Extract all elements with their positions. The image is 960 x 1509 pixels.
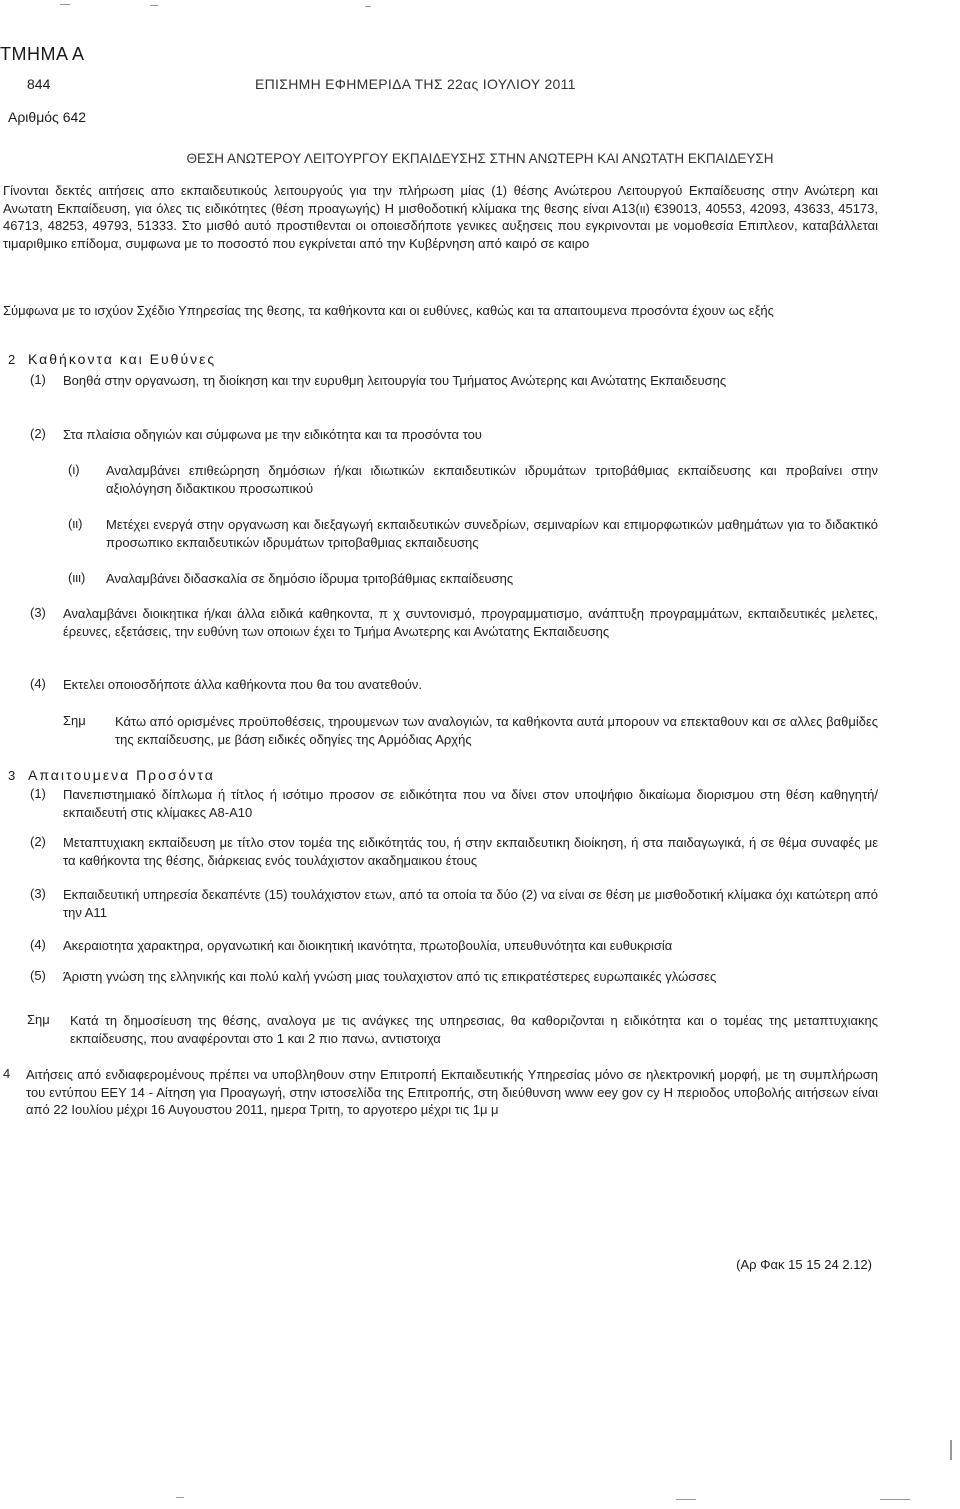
scheme-intro-paragraph xyxy=(3,302,878,320)
intro-text: Γίνονται δεκτές αιτήσεις απο εκπαιδευτικούς λειτουργούς για την πλήρωση μίας (1) θέσης Ανώτερου Λειτουργού Εκπαίδευσης στην Ανώτερη και Ανωτατη Εκπαίδευση, για όλες τις ειδικότητες (θέση προαγωγής) Η μισθοδοτική κλίμακα της θεσης είναι Α13(ιι) €39013, 40553, 42093, 43633, 45173, 46713, 48253, 49793, 51333. Στο μισθό αυτό προστιθενται οι οποιεσδήποτε γενικες αυξησεις που εγκρινονται με νομοθεσία Επιπλεον, καταβάλλεται τιμαριθμικο επίδομα, συμφωνα με το ποσοστό που εγκρίνεται από την Κυβέρνηση από καιρό σε καιρο xyxy=(3,183,878,251)
scan-artifact xyxy=(676,1499,696,1500)
scan-artifact xyxy=(150,5,158,6)
duties-note-text: Κάτω από ορισμένες προϋποθέσεις, τηρουμενων των αναλογιών, τα καθήκοντα αυτά μπορουν να επεκταθουν και σε αλλες βαθμίδες της εκπαίδευσης, με βάση ειδικές οδηγίες της Αρμόδιας Αρχής xyxy=(115,714,878,747)
applications-section-number: 4 xyxy=(3,1066,11,1081)
qualification-item-text: Ακεραιοτητα χαρακτηρα, οργανωτική και διοικητική ικανότητα, πρωτοβουλία, υπευθυνότητα και ευθυκρισία xyxy=(63,938,673,953)
file-reference: (Αρ Φακ 15 15 24 2.12) xyxy=(736,1257,872,1272)
qualification-item-text: Εκπαιδευτική υπηρεσία δεκαπέντε (15) τουλάχιστον ετων, από τα οποία τα δύο (2) να είναι σε θέση με μισθοδοτική κλίμακα όχι κατώτερη από την Α11 xyxy=(63,887,878,920)
scan-artifact xyxy=(880,1499,910,1500)
duty-item-text: Αναλαμβάνει διοικητικα ή/και άλλα ειδικά καθηκοντα, π χ συντονισμό, προγραμματισμο, ανάπτυξη προγραμμάτων, εκπαιδευτικές μελετες, έρευνες, εξετάσεις, την ευθύνη των οποιων έχει το Τμήμα Ανωτερης και Ανώτατης Εκπαιδευσης xyxy=(63,606,878,639)
qualification-item-text: Μεταπτυχιακη εκπαίδευση με τίτλο στον τομέα της ειδικότητάς του, ή στην εκπαιδευτικη διοίκηση, ή στα παιδαγωγικά, ή σε θέμα συναφές με τα καθήκοντα της θέσης, διάρκειας ενός τουλάχιστον ακαδημαικου έτους xyxy=(63,835,878,868)
duty-item-text: Στα πλαίσια οδηγιών και σύμφωνα με την ειδικότητα και τα προσόντα του xyxy=(63,427,482,442)
qualifications-note-label: Σημ xyxy=(27,1012,50,1027)
qualification-item-number: (1) xyxy=(30,786,46,801)
duties-section-number: 2 xyxy=(8,352,16,367)
intro-paragraph xyxy=(3,182,878,252)
section-label: ΤΜΗΜΑ Α xyxy=(0,44,85,64)
gazette-title: ΕΠΙΣΗΜΗ ΕΦΗΜΕΡΙΔΑ ΤΗΣ 22ας ΙΟΥΛΙΟΥ 2011 xyxy=(255,76,576,92)
qualifications-heading: Απαιτουμενα Προσόντα xyxy=(28,767,215,783)
duty-subitem-number: (ι) xyxy=(68,462,80,477)
duty-subitem-text: Αναλαμβάνει διδασκαλία σε δημόσιο ίδρυμα τριτοβάθμιας εκπαίδευσης xyxy=(106,571,514,586)
qualifications-note-text: Κατά τη δημοσίευση της θέσης, αναλογα με τις ανάγκες της υπηρεσιας, θα καθοριζονται η ειδικότητα και ο τομέας της μεταπτυχιακης εκπαίδευσης, που αναφέρονται στο 1 και 2 πιο πανω, αντιστοιχα xyxy=(70,1013,878,1046)
page-number: 844 xyxy=(27,76,51,92)
scheme-intro-text: Σύμφωνα με το ισχύον Σχέδιο Υπηρεσίας της θεσης, τα καθήκοντα και οι ευθύνες, καθώς και τα απαιτουμενα προσόντα έχουν ως εξής xyxy=(3,303,774,318)
duty-item-number: (1) xyxy=(30,372,46,387)
qualifications-section-number: 3 xyxy=(8,768,16,783)
qualification-item-number: (4) xyxy=(30,937,46,952)
duty-item-text: Βοηθά στην οργανωση, τη διοίκηση και την ευρυθμη λειτουργία του Τμήματος Ανώτερης και Ανώτατης Εκπαιδευσης xyxy=(63,373,727,388)
scan-artifact xyxy=(365,6,371,7)
qualification-item-number: (2) xyxy=(30,834,46,849)
duty-subitem-number: (ιι) xyxy=(68,516,83,531)
scan-artifact xyxy=(950,1440,952,1460)
duty-subitem-text: Αναλαμβάνει επιθεώρηση δημόσιων ή/και ιδιωτικών εκπαιδευτικών ιδρυμάτων τριτοβάθμιας εκπαίδευσης και προβαίνει στην αξιολόγηση διδακτικου προσωπικού xyxy=(106,463,878,496)
duty-item-text: Εκτελει οποιοσδήποτε άλλα καθήκοντα που θα του ανατεθούν. xyxy=(63,677,422,692)
duties-heading: Καθήκοντα και Ευθύνες xyxy=(28,351,217,367)
qualification-item-text: Άριστη γνώση της ελληνικής και πολύ καλή γνώση μιας τουλαχιστον από τις επικρατέστερες ευρωπαικές γλώσσες xyxy=(63,969,717,984)
scan-artifact xyxy=(176,1497,184,1498)
duty-item-number: (4) xyxy=(30,676,46,691)
applications-text: Αιτήσεις από ενδιαφερομένους πρέπει να υποβληθουν στην Επιτροπή Εκπαιδευτικής Υπηρεσίας μόνο σε ηλεκτρονική μορφή, με τη συμπλήρωση του εντύπου ΕΕΥ 14 - Αίτηση για Προαγωγή, στην ιστοσελίδα της Επιτροπής, στη διεύθυνση www eey gov cy Η περιοδος υποβολής αιτήσεων είναι από 22 Ιουλίου μέχρι 16 Αυγουστου 2011, ημερα Τριτη, το αργοτερο μέχρι τις 1μ μ xyxy=(26,1067,878,1117)
duty-item-number: (3) xyxy=(30,605,46,620)
duty-subitem-number: (ιιι) xyxy=(68,570,86,585)
duty-item-number: (2) xyxy=(30,426,46,441)
qualification-item-text: Πανεπιστημιακό δίπλωμα ή τίτλος ή ισότιμο προσον σε ειδικότητα που να δίνει στον υποψήφιο δικαίωμα διορισμου στη θέση καθηγητή/εκπαιδευτή στις κλίμακες Α8-Α10 xyxy=(63,787,878,820)
qualification-item-number: (5) xyxy=(30,968,46,983)
notice-number: Αριθμός 642 xyxy=(8,109,87,125)
duties-note-label: Σημ xyxy=(63,713,86,728)
qualification-item-number: (3) xyxy=(30,886,46,901)
scan-artifact xyxy=(60,4,70,5)
duty-subitem-text: Μετέχει ενεργά στην οργανωση και διεξαγωγή εκπαιδευτικών συνεδρίων, σεμιναρίων και επιμορφωτικών μαθημάτων για το διδακτικό προσωπικο εκπαιδευτικών ιδρυμάτων τριτοβαθμιας εκπαιδευσης xyxy=(106,517,878,550)
position-title: ΘΕΣΗ ΑΝΩΤΕΡΟΥ ΛΕΙΤΟΥΡΓΟΥ ΕΚΠΑΙΔΕΥΣΗΣ ΣΤΗΝ ΑΝΩΤΕΡΗ ΚΑΙ ΑΝΩΤΑΤΗ ΕΚΠΑΙΔΕΥΣΗ xyxy=(186,151,774,166)
